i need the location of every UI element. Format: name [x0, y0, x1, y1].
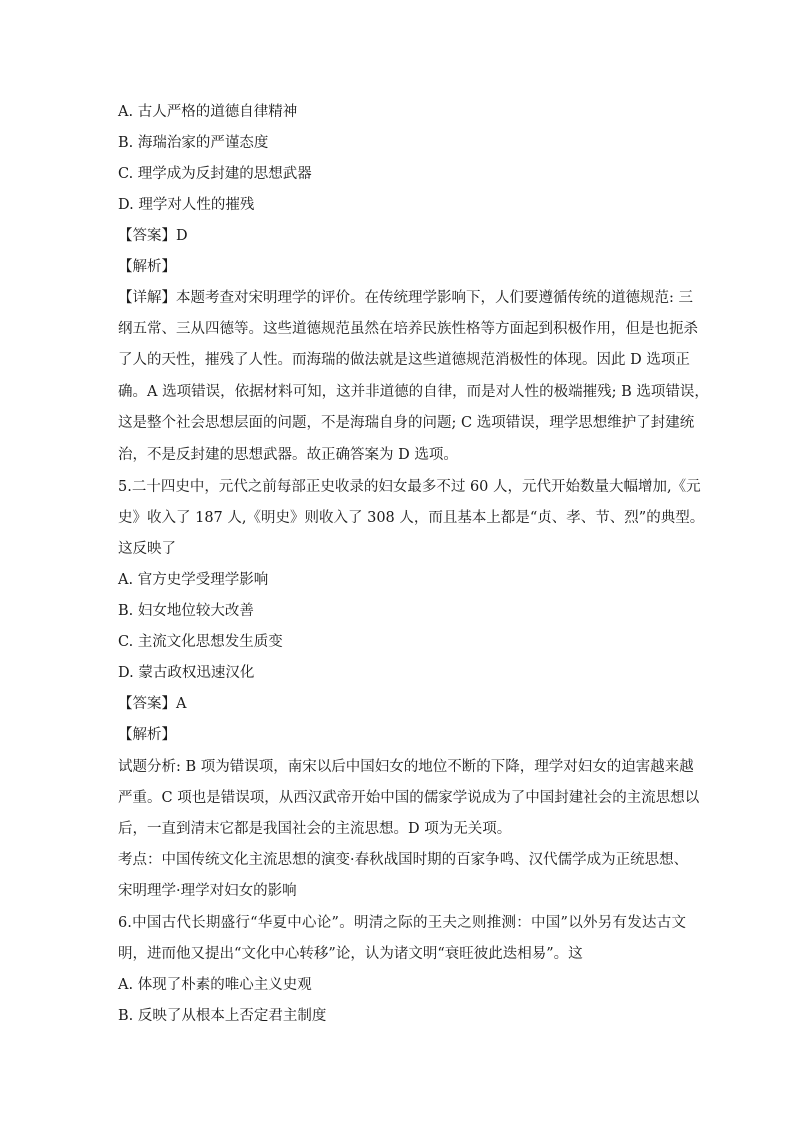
q5-option-a: A. 官方史学受理学影响: [118, 572, 269, 588]
q5-analysis-line: 试题分析: B 项为错误项，南宋以后中国妇女的地位不断的下降，理学对妇女的迫害越来越: [118, 759, 694, 775]
q4-option-a: A. 古人严格的道德自律精神: [118, 104, 298, 120]
q5-answer: 【答案】A: [118, 696, 187, 712]
q5-analysis-line: 考点：中国传统文化主流思想的演变·春秋战国时期的百家争鸣、汉代儒学成为正统思想、: [118, 852, 689, 868]
q4-analysis-line: 【详解】本题考查对宋明理学的评价。在传统理学影响下，人们要遵循传统的道德规范: 三: [118, 290, 693, 306]
q4-analysis-line: 纲五常、三从四德等。这些道德规范虽然在培养民族性格等方面起到积极作用，但是也扼杀: [118, 321, 698, 337]
q5-analysis-line: 严重。C 项也是错误项，从西汉武帝开始中国的儒家学说成为了中国封建社会的主流思想以: [118, 790, 700, 806]
q4-analysis-line: 这是整个社会思想层面的问题，不是海瑞自身的问题; C 选项错误，理学思想维护了封建统: [118, 415, 695, 431]
q5-stem-line: 5.二十四史中，元代之前每部正史收录的妇女最多不过 60 人，元代开始数量大幅增加,《元: [118, 479, 701, 495]
q4-analysis-line: 了人的天性，摧残了人性。而海瑞的做法就是这些道德规范消极性的体现。因此 D 选项正: [118, 352, 690, 368]
q4-option-c: C. 理学成为反封建的思想武器: [118, 166, 312, 182]
q4-answer: 【答案】D: [118, 228, 188, 244]
q5-analysis-line: 后，一直到清末它都是我国社会的主流思想。D 项为无关项。: [118, 821, 512, 837]
q6-stem-line: 6.中国古代长期盛行“华夏中心论”。明清之际的王夫之则推测：中国”以外另有发达古文: [118, 915, 686, 931]
q4-option-b: B. 海瑞治家的严谨态度: [118, 135, 269, 151]
q6-option-a: A. 体现了朴素的唯心主义史观: [118, 977, 312, 993]
q4-analysis-label: 【解析】: [118, 259, 176, 275]
q5-option-c: C. 主流文化思想发生质变: [118, 634, 283, 650]
q5-option-b: B. 妇女地位较大改善: [118, 603, 254, 619]
q5-option-d: D. 蒙古政权迅速汉化: [118, 665, 255, 681]
q5-stem-line: 史》收入了 187 人,《明史》则收入了 308 人，而且基本上都是“贞、孝、节、烈”的典型。: [118, 510, 705, 526]
q5-analysis-label: 【解析】: [118, 727, 176, 743]
q4-analysis-line: 确。A 选项错误，依据材料可知，这并非道德的自律，而是对人性的极端摧残; B 选项错误，: [118, 384, 709, 400]
q5-stem-line: 这反映了: [118, 541, 176, 557]
q6-stem-line: 明，进而他又提出“文化中心转移”论，认为诸文明“衰旺彼此迭相易”。这: [118, 946, 583, 962]
q4-option-d: D. 理学对人性的摧残: [118, 197, 255, 213]
q4-analysis-line: 治，不是反封建的思想武器。故正确答案为 D 选项。: [118, 447, 458, 463]
q6-option-b: B. 反映了从根本上否定君主制度: [118, 1008, 327, 1024]
q5-analysis-line: 宋明理学·理学对妇女的影响: [118, 883, 297, 899]
